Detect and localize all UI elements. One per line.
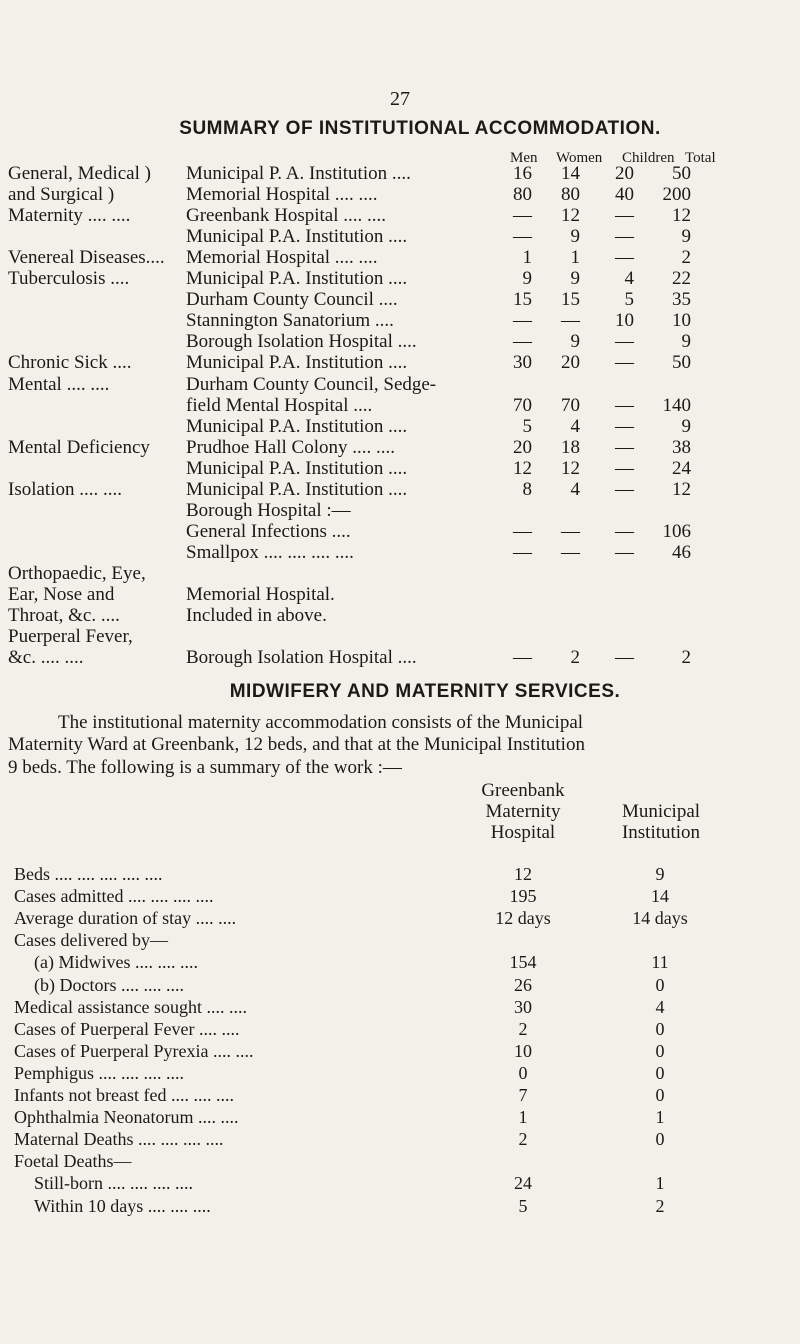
- institution-cell: Greenbank Hospital .... ....: [186, 205, 386, 227]
- page-number: 27: [390, 88, 410, 110]
- municipal-value: 11: [651, 952, 669, 973]
- total-cell: 22: [672, 268, 691, 290]
- total-cell: 35: [672, 289, 691, 311]
- column-header-children: Children: [622, 150, 675, 166]
- women-cell: 18: [561, 436, 580, 458]
- row-label: Beds .... .... .... .... ....: [14, 864, 163, 884]
- maternity-row: [0, 1107, 800, 1129]
- children-cell: 40: [615, 184, 634, 206]
- institution-cell: Memorial Hospital .... ....: [186, 184, 378, 206]
- men-cell: —: [513, 226, 532, 248]
- women-cell: 14: [561, 163, 580, 184]
- accommodation-row: [0, 395, 800, 416]
- institution-cell: Municipal P.A. Institution ....: [186, 226, 408, 248]
- category-cell: Orthopaedic, Eye,: [8, 562, 146, 584]
- header-line: Municipal: [621, 801, 701, 822]
- row-label: Cases admitted .... .... .... ....: [14, 886, 214, 907]
- men-cell: —: [513, 331, 532, 353]
- column-header-men: Men: [510, 150, 538, 166]
- total-cell: 2: [681, 647, 691, 669]
- institution-cell: Municipal P. A. Institution ....: [186, 163, 411, 184]
- children-cell: —: [615, 226, 634, 248]
- accommodation-row: [0, 310, 800, 331]
- children-cell: —: [615, 457, 634, 479]
- women-cell: 1: [570, 247, 580, 269]
- municipal-value: 0: [655, 974, 665, 995]
- men-cell: 80: [513, 184, 532, 206]
- institution-cell: General Infections ....: [186, 520, 351, 542]
- total-cell: 200: [662, 184, 691, 206]
- children-cell: 5: [624, 289, 634, 311]
- municipal-value: 14 days: [632, 908, 688, 929]
- accommodation-row: [0, 226, 800, 247]
- institution-cell: Borough Isolation Hospital ....: [186, 647, 417, 669]
- greenbank-value: 195: [509, 886, 537, 907]
- municipal-value: 0: [655, 1040, 665, 1061]
- men-cell: 16: [513, 163, 532, 184]
- children-cell: —: [615, 478, 634, 500]
- accommodation-row: [0, 479, 800, 500]
- intro-paragraph: [8, 712, 778, 779]
- row-label: Maternal Deaths .... .... .... ....: [14, 1129, 224, 1150]
- accommodation-row: [0, 163, 800, 184]
- municipal-value: 0: [655, 1129, 665, 1150]
- children-cell: —: [615, 647, 634, 669]
- institution-cell: Municipal P.A. Institution ....: [186, 415, 408, 437]
- category-cell: Venereal Diseases....: [8, 247, 165, 269]
- total-cell: 10: [672, 310, 691, 332]
- maternity-row: [0, 864, 800, 886]
- maternity-row: [0, 997, 800, 1019]
- municipal-column-header: [606, 801, 716, 843]
- women-cell: 2: [570, 647, 580, 669]
- accommodation-row: [0, 247, 800, 268]
- maternity-row: [0, 908, 800, 930]
- accommodation-row: [0, 416, 800, 437]
- children-cell: —: [615, 415, 634, 437]
- institution-cell: Municipal P.A. Institution ....: [186, 457, 408, 479]
- category-cell: Mental Deficiency: [8, 436, 150, 458]
- children-cell: —: [615, 331, 634, 353]
- total-cell: 2: [681, 247, 691, 269]
- municipal-value: 1: [655, 1107, 665, 1128]
- men-cell: —: [513, 205, 532, 227]
- institution-cell: Durham County Council, Sedge-: [186, 373, 437, 395]
- greenbank-value: 7: [518, 1085, 528, 1105]
- institution-cell: Municipal P.A. Institution ....: [186, 268, 408, 290]
- women-cell: 4: [570, 415, 580, 437]
- women-cell: 9: [570, 331, 580, 353]
- paragraph-line: Maternity Ward at Greenbank, 12 beds, and that at the Municipal Institution: [8, 734, 585, 756]
- women-cell: 12: [561, 205, 580, 227]
- municipal-value: 0: [655, 1062, 665, 1083]
- women-cell: 80: [561, 184, 580, 206]
- total-cell: 46: [672, 541, 691, 563]
- greenbank-value: 12: [514, 864, 532, 884]
- row-label: Average duration of stay .... ....: [14, 908, 237, 929]
- children-cell: 4: [624, 268, 634, 290]
- summary-heading: SUMMARY OF INSTITUTIONAL ACCOMMODATION.: [179, 118, 661, 139]
- greenbank-value: 2: [518, 1018, 528, 1039]
- municipal-value: 1: [655, 1173, 665, 1194]
- women-cell: 15: [561, 289, 580, 311]
- category-cell: &c. .... ....: [8, 647, 84, 669]
- category-cell: Mental .... ....: [8, 373, 110, 395]
- row-label: Foetal Deaths—: [14, 1151, 132, 1172]
- total-cell: 50: [672, 352, 691, 374]
- children-cell: —: [615, 352, 634, 374]
- row-label: Pemphigus .... .... .... ....: [14, 1062, 185, 1083]
- accommodation-row: [0, 584, 800, 605]
- maternity-row: [0, 1173, 800, 1195]
- row-label: Cases of Puerperal Pyrexia .... ....: [14, 1040, 254, 1061]
- municipal-value: 4: [655, 996, 665, 1017]
- women-cell: 70: [561, 394, 580, 416]
- men-cell: 70: [513, 394, 532, 416]
- greenbank-column-header: [468, 780, 578, 843]
- total-cell: 9: [681, 331, 691, 353]
- women-cell: 9: [570, 226, 580, 248]
- accommodation-row: [0, 605, 800, 626]
- total-cell: 12: [672, 205, 691, 227]
- accommodation-row: [0, 521, 800, 542]
- children-cell: —: [615, 541, 634, 563]
- greenbank-value: 2: [518, 1129, 528, 1150]
- accommodation-row: [0, 331, 800, 352]
- accommodation-row: [0, 268, 800, 289]
- maternity-row: [0, 1063, 800, 1085]
- women-cell: —: [561, 520, 580, 542]
- municipal-value: 2: [655, 1195, 665, 1216]
- category-cell: Ear, Nose and: [8, 584, 115, 605]
- greenbank-value: 5: [518, 1195, 528, 1216]
- maternity-row: [0, 930, 800, 952]
- category-cell: Maternity .... ....: [8, 205, 131, 227]
- men-cell: —: [513, 647, 532, 669]
- women-cell: —: [561, 541, 580, 563]
- row-label: Cases delivered by—: [14, 930, 168, 951]
- category-cell: and Surgical ): [8, 184, 115, 206]
- children-cell: 20: [615, 163, 634, 184]
- category-cell: Throat, &c. ....: [8, 605, 120, 627]
- municipal-value: 0: [655, 1018, 665, 1039]
- row-label: Medical assistance sought .... ....: [14, 996, 247, 1017]
- accommodation-row: [0, 458, 800, 479]
- total-cell: 12: [672, 478, 691, 500]
- institution-cell: Municipal P.A. Institution ....: [186, 478, 408, 500]
- accommodation-row: [0, 352, 800, 373]
- total-cell: 50: [672, 163, 691, 184]
- greenbank-value: 12 days: [495, 908, 551, 929]
- row-label: Still-born .... .... .... ....: [34, 1173, 194, 1194]
- accommodation-row: [0, 374, 800, 395]
- institution-cell: Borough Hospital :—: [186, 499, 351, 521]
- category-cell: Chronic Sick ....: [8, 352, 132, 374]
- institution-cell: Memorial Hospital .... ....: [186, 247, 378, 269]
- column-header-total: Total: [685, 150, 716, 166]
- row-label: Infants not breast fed .... .... ....: [14, 1085, 234, 1105]
- women-cell: —: [561, 310, 580, 332]
- institution-cell: Stannington Sanatorium ....: [186, 310, 394, 332]
- children-cell: —: [615, 436, 634, 458]
- children-cell: —: [615, 520, 634, 542]
- accommodation-row: [0, 563, 800, 584]
- men-cell: 5: [522, 415, 532, 437]
- row-label: Cases of Puerperal Fever .... ....: [14, 1018, 240, 1039]
- midwifery-heading: MIDWIFERY AND MATERNITY SERVICES.: [229, 681, 621, 702]
- children-cell: —: [615, 205, 634, 227]
- institution-cell: Municipal P.A. Institution ....: [186, 352, 408, 374]
- maternity-row: [0, 975, 800, 997]
- greenbank-value: 24: [514, 1173, 532, 1194]
- maternity-row: [0, 1085, 800, 1107]
- header-line: Maternity: [485, 801, 561, 822]
- maternity-row: [0, 1151, 800, 1173]
- institution-cell: Borough Isolation Hospital ....: [186, 331, 417, 353]
- men-cell: 30: [513, 352, 532, 374]
- accommodation-row: [0, 647, 800, 668]
- women-cell: 20: [561, 352, 580, 374]
- municipal-value: 14: [651, 886, 669, 907]
- accommodation-row: [0, 542, 800, 563]
- maternity-row: [0, 952, 800, 974]
- men-cell: 9: [522, 268, 532, 290]
- children-cell: —: [615, 247, 634, 269]
- maternity-row: [0, 1196, 800, 1218]
- total-cell: 9: [681, 226, 691, 248]
- institution-cell: Smallpox .... .... .... ....: [186, 541, 354, 563]
- row-label: (b) Doctors .... .... ....: [34, 974, 184, 995]
- women-cell: 9: [570, 268, 580, 290]
- institution-cell: Durham County Council ....: [186, 289, 398, 311]
- total-cell: 38: [672, 436, 691, 458]
- column-header-women: Women: [556, 150, 603, 166]
- municipal-value: 0: [655, 1085, 665, 1105]
- maternity-row: [0, 1041, 800, 1063]
- children-cell: —: [615, 394, 634, 416]
- accommodation-row: [0, 500, 800, 521]
- men-cell: 20: [513, 436, 532, 458]
- paragraph-line: 9 beds. The following is a summary of the work :—: [8, 756, 402, 778]
- men-cell: —: [513, 310, 532, 332]
- maternity-row: [0, 886, 800, 908]
- municipal-value: 9: [655, 864, 665, 884]
- total-cell: 9: [681, 415, 691, 437]
- accommodation-row: [0, 184, 800, 205]
- greenbank-value: 1: [518, 1107, 528, 1128]
- row-label: Within 10 days .... .... ....: [34, 1195, 211, 1216]
- women-cell: 12: [561, 457, 580, 479]
- men-cell: 15: [513, 289, 532, 311]
- greenbank-value: 0: [518, 1062, 528, 1083]
- accommodation-row: [0, 289, 800, 310]
- header-line: Institution: [621, 822, 701, 843]
- row-label: (a) Midwives .... .... ....: [34, 952, 198, 973]
- header-line: Greenbank: [481, 780, 565, 801]
- accommodation-row: [0, 205, 800, 226]
- institution-cell: Memorial Hospital.: [186, 584, 335, 605]
- total-cell: 106: [662, 520, 691, 542]
- greenbank-value: 10: [514, 1040, 532, 1061]
- total-cell: 140: [662, 394, 691, 416]
- men-cell: 1: [522, 247, 532, 269]
- men-cell: —: [513, 541, 532, 563]
- total-cell: 24: [672, 457, 691, 479]
- greenbank-value: 154: [509, 952, 537, 973]
- institution-cell: Prudhoe Hall Colony .... ....: [186, 436, 395, 458]
- category-cell: Puerperal Fever,: [8, 626, 133, 648]
- women-cell: 4: [570, 478, 580, 500]
- accommodation-row: [0, 626, 800, 647]
- greenbank-value: 26: [514, 974, 532, 995]
- maternity-row: [0, 1019, 800, 1041]
- men-cell: —: [513, 520, 532, 542]
- category-cell: Isolation .... ....: [8, 478, 122, 500]
- greenbank-value: 30: [514, 996, 532, 1017]
- category-cell: General, Medical ): [8, 163, 151, 184]
- men-cell: 8: [522, 478, 532, 500]
- institution-cell: Included in above.: [186, 605, 327, 627]
- category-cell: Tuberculosis ....: [8, 268, 130, 290]
- row-label: Ophthalmia Neonatorum .... ....: [14, 1107, 239, 1128]
- header-line: Hospital: [490, 822, 556, 843]
- children-cell: 10: [615, 310, 634, 332]
- maternity-row: [0, 1129, 800, 1151]
- paragraph-line: The institutional maternity accommodation consists of the Municipal: [58, 712, 584, 733]
- institution-cell: field Mental Hospital ....: [186, 394, 373, 416]
- accommodation-row: [0, 437, 800, 458]
- men-cell: 12: [513, 457, 532, 479]
